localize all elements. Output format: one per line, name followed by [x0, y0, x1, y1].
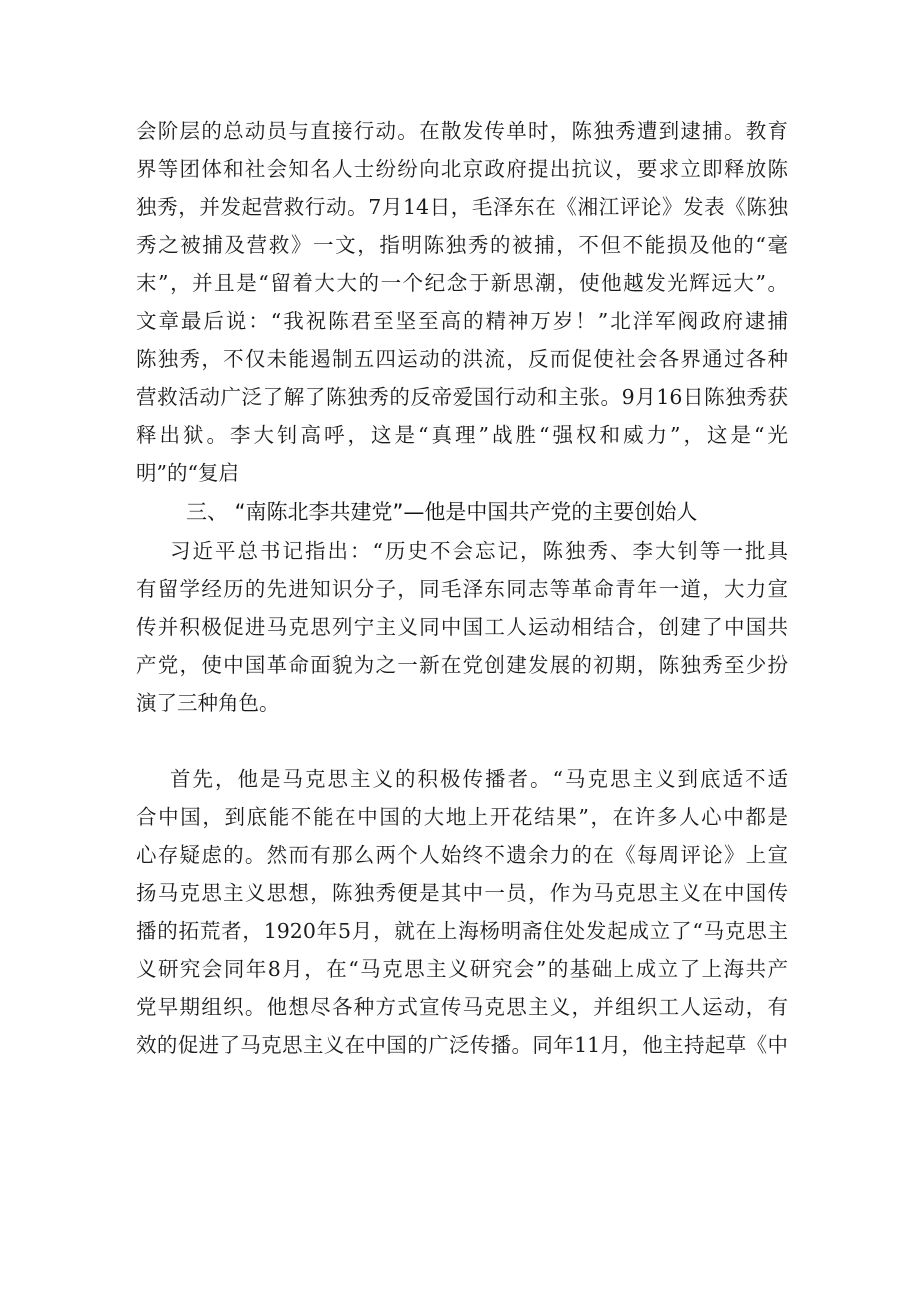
text-line: 首先，他是马克思主义的积极传播者。“马克思主义到底适不适	[136, 767, 788, 791]
paragraph-2	[136, 532, 788, 722]
text-line: 扬马克思主义思想，陈独秀便是其中一员，作为马克思主义在中国传	[136, 881, 788, 905]
text-line: 秀之被捕及营救》一文，指明陈独秀的被捕，不但不能损及他的“毫	[136, 233, 788, 257]
text-line: 义研究会同年8月，在“马克思主义研究会”的基础上成立了上海共产	[136, 957, 788, 981]
text-line: 界等团体和社会知名人士纷纷向北京政府提出抗议，要求立即释放陈	[136, 157, 788, 181]
text-line: 陈独秀，不仅未能遏制五四运动的洪流，反而促使社会各界通过各种	[136, 347, 788, 371]
text-line: 有留学经历的先进知识分子，同毛泽东同志等革命青年一道，大力宣	[136, 577, 788, 601]
text-line: 营救活动广泛了解了陈独秀的反帝爱国行动和主张。9月16日陈独秀获	[136, 385, 788, 409]
document-body	[136, 112, 788, 1064]
paragraph-3	[136, 760, 788, 1064]
text-line: 合中国，到底能不能在中国的大地上开花结果”，在许多人心中都是	[136, 805, 788, 829]
text-line: 心存疑虑的。然而有那么两个人始终不遗余力的在《每周评论》上宣	[136, 843, 788, 867]
text-line: 习近平总书记指出：“历史不会忘记，陈独秀、李大钊等一批具	[136, 539, 788, 563]
text-line: 效的促进了马克思主义在中国的广泛传播。同年11月，他主持起草《中	[136, 1033, 788, 1057]
text-line: 会阶层的总动员与直接行动。在散发传单时，陈独秀遭到逮捕。教育	[136, 119, 788, 143]
text-line: 独秀，并发起营救行动。7月14日，毛泽东在《湘江评论》发表《陈独	[136, 195, 788, 219]
text-line: 产党，使中国革命面貌为之一新在党创建发展的初期，陈独秀至少扮	[136, 653, 788, 677]
text-line: 党早期组织。他想尽各种方式宣传马克思主义，并组织工人运动，有	[136, 995, 788, 1019]
paragraph-spacer	[136, 722, 788, 760]
text-line: 末”，并且是“留着大大的一个纪念于新思潮，使他越发光辉远大”。	[136, 271, 788, 295]
text-line: 播的拓荒者，1920年5月，就在上海杨明斋住处发起成立了“马克思主	[136, 919, 788, 943]
text-line: 释出狱。李大钊高呼，这是“真理”战胜“强权和威力”，这是“光	[136, 423, 788, 447]
text-line: 文章最后说：“我祝陈君至坚至高的精神万岁！”北洋军阀政府逮捕	[136, 309, 788, 333]
text-line: 传并积极促进马克思列宁主义同中国工人运动相结合，创建了中国共	[136, 615, 788, 639]
text-line: 演了三种角色。	[136, 691, 280, 715]
section-heading: 三、 “南陈北李共建党”—他是中国共产党的主要创始人	[186, 500, 698, 524]
paragraph-1	[136, 112, 788, 492]
text-line: 明”的“复启	[136, 461, 239, 485]
